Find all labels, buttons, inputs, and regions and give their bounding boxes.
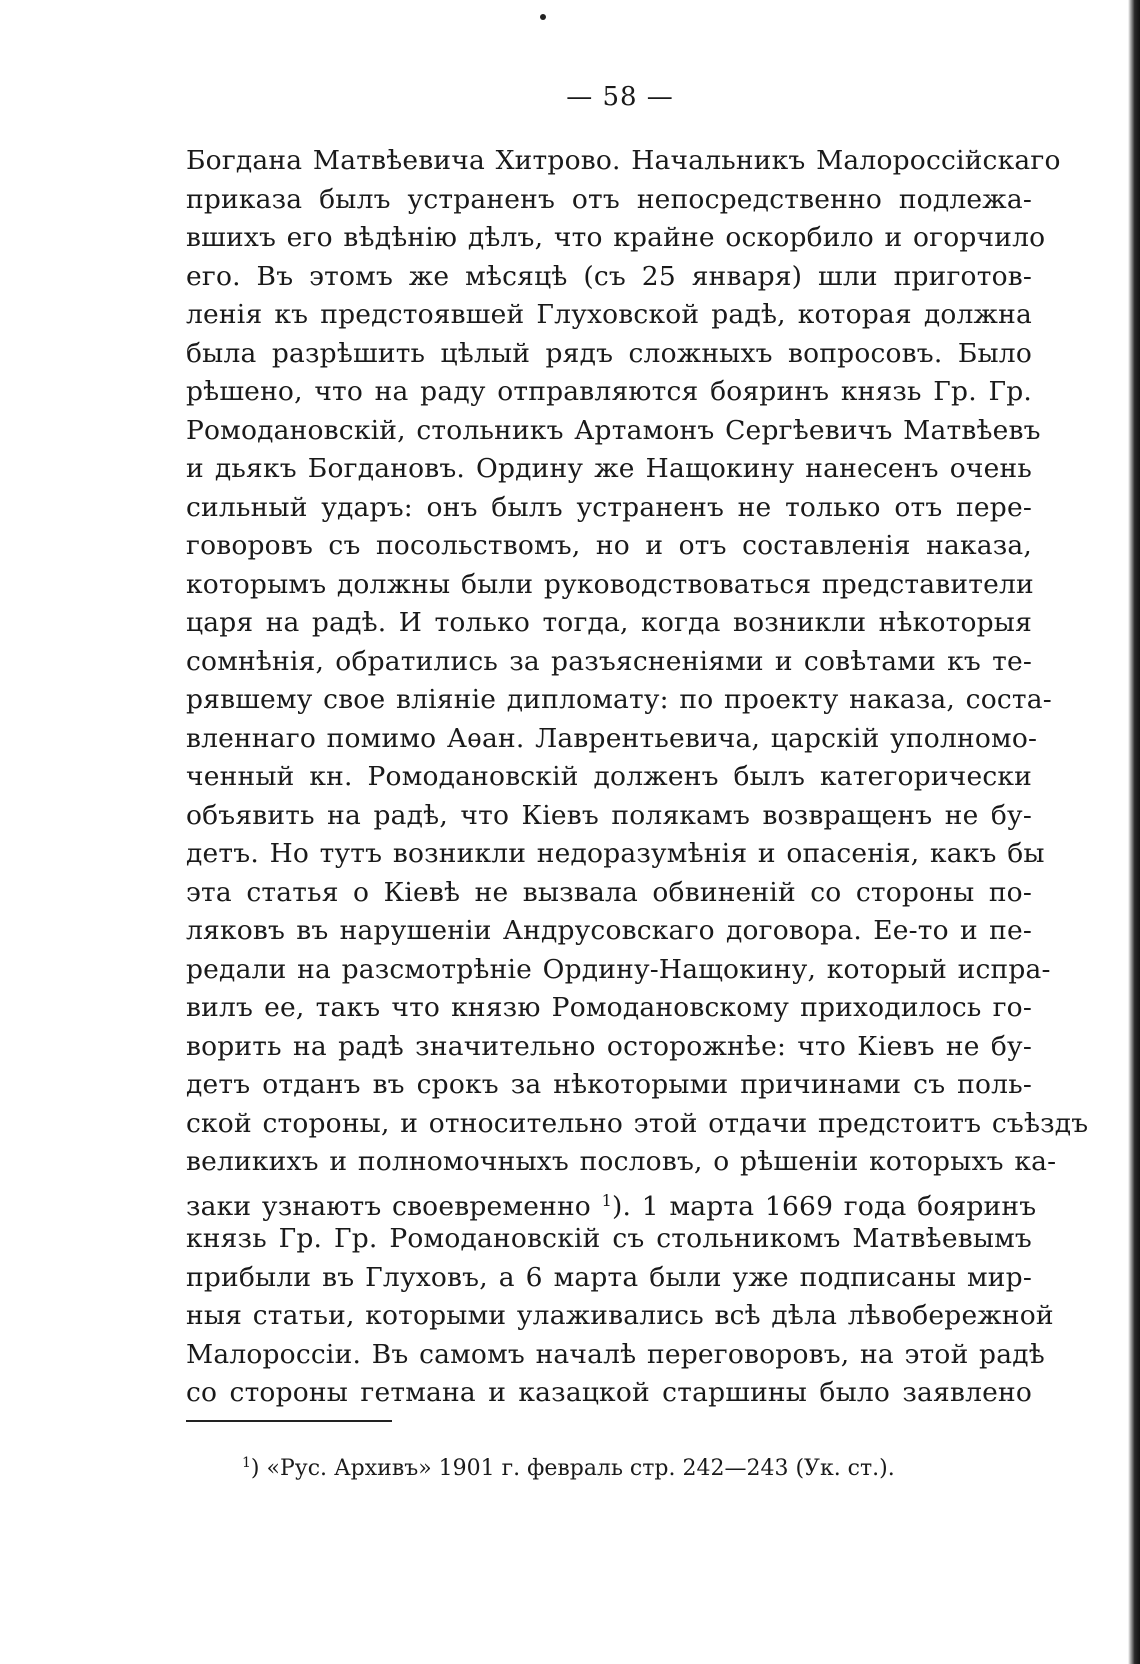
text-line: сомнѣнія, обратились за разъясненіями и совѣтами къ те- (186, 645, 1032, 677)
text-line-with-footnote-ref (186, 1182, 1037, 1222)
text-line: Ромодановскій, стольникъ Артамонъ Сергѣевичъ Матвѣевъ (186, 414, 1041, 446)
text-line: прибыли въ Глуховъ, а 6 марта были уже подписаны мир- (186, 1261, 1032, 1293)
text-line: которымъ должны были руководствоваться представители (186, 568, 1034, 600)
page-number: — 58 — (566, 82, 674, 112)
text-line: ской стороны, и относительно этой отдачи предстоитъ съѣздъ (186, 1107, 1089, 1139)
text-line: ляковъ въ нарушеніи Андрусовскаго договора. Ее-то и пе- (186, 915, 1032, 946)
text-line: царя на радѣ. И только тогда, когда возникли нѣкоторыя (186, 607, 1032, 638)
text-line: рявшему свое вліяніе дипломату: по проекту наказа, соста- (186, 684, 1052, 715)
text-line: вшихъ его вѣдѣнію дѣлъ, что крайне оскорбило и огорчило (186, 222, 1046, 253)
text-line-start: заки узнаютъ своевременно (186, 1190, 591, 1222)
text-line: редали на разсмотрѣніе Ордину-Нащокину, который испра- (186, 953, 1051, 985)
text-line: эта статья о Кіевѣ не вызвала обвиненій со стороны по- (186, 876, 1032, 908)
text-line: вленнаго помимо Аѳан. Лаврентьевича, царскій уполномо- (186, 722, 1038, 754)
text-line: великихъ и полномочныхъ пословъ, о рѣшеніи которыхъ ка- (186, 1146, 1057, 1177)
text-line: приказа былъ устраненъ отъ непосредственно подлежа- (186, 183, 1032, 215)
footnote-divider (186, 1420, 392, 1422)
text-line: со стороны гетмана и казацкой старшины было заявлено (186, 1377, 1032, 1408)
text-line: Малороссіи. Въ самомъ началѣ переговоровъ, на этой радѣ (186, 1338, 1045, 1370)
text-line: и дьякъ Богдановъ. Ордину же Нащокину нанесенъ очень (186, 453, 1032, 484)
text-line: князь Гр. Гр. Ромодановскій съ стольникомъ Матвѣевымъ (186, 1223, 1032, 1254)
footnote-reference: 1 (601, 1190, 612, 1210)
text-line: ченный кн. Ромодановскій долженъ былъ категорически (186, 761, 1032, 792)
text-line: вилъ ее, такъ что князю Ромодановскому приходилось го- (186, 992, 1032, 1023)
text-line: рѣшено, что на раду отправляются бояринъ князь Гр. Гр. (186, 376, 1032, 407)
body-text (186, 142, 1089, 1413)
scan-edge (1128, 0, 1140, 1664)
footnote (242, 1448, 962, 1484)
text-line: сильный ударъ: онъ былъ устраненъ не только отъ пере- (186, 491, 1032, 523)
text-line: объявить на радѣ, что Кіевъ полякамъ возвращенъ не бу- (186, 799, 1032, 831)
text-line: его. Въ этомъ же мѣсяцѣ (съ 25 января) шли приготов- (186, 260, 1032, 292)
text-line-end: ). 1 марта 1669 года бояринъ (611, 1190, 1037, 1222)
footnote-text: ) «Рус. Архивъ» 1901 г. февраль стр. 242—243 (Ук. ст.). (250, 1456, 895, 1481)
text-line: ныя статьи, которыми улаживались всѣ дѣла лѣвобережной (186, 1300, 1054, 1331)
text-line: детъ отданъ въ срокъ за нѣкоторыми причинами съ поль- (186, 1069, 1032, 1100)
text-line: Богдана Матвѣевича Хитрово. Начальникъ Малороссійскаго (186, 145, 1061, 176)
text-line: ленія къ предстоявшей Глуховской радѣ, которая должна (186, 299, 1032, 330)
text-line: говоровъ съ посольствомъ, но и отъ составленія наказа, (186, 530, 1032, 561)
text-line: ворить на радѣ значительно осторожнѣе: что Кіевъ не бу- (186, 1030, 1032, 1062)
scan-speck (540, 14, 546, 20)
text-line: была разрѣшить цѣлый рядъ сложныхъ вопросовъ. Было (186, 337, 1032, 369)
footnote-marker: 1 (242, 1455, 251, 1471)
text-line: детъ. Но тутъ возникли недоразумѣнія и опасенія, какъ бы (186, 838, 1045, 869)
